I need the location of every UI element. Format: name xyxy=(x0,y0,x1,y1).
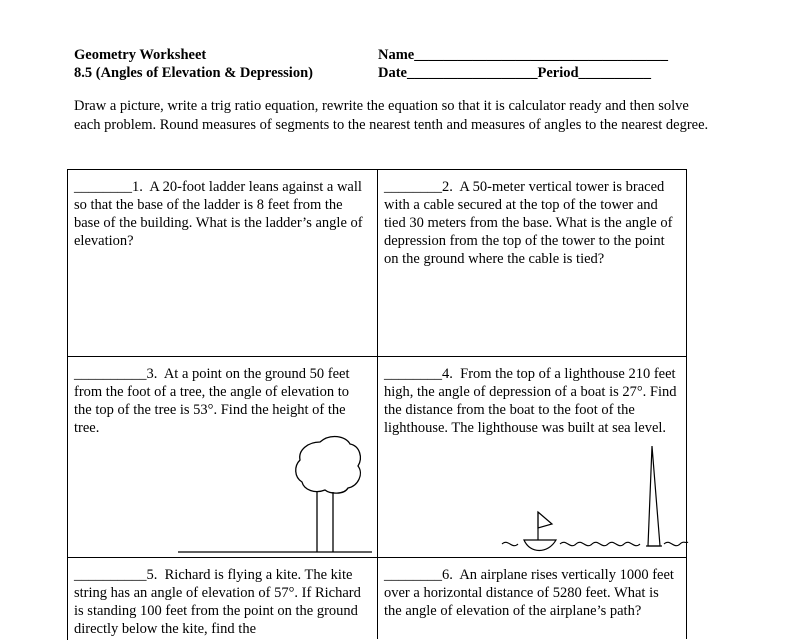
grid-border-right xyxy=(686,169,687,639)
problem-text-1: A 20-foot ladder leans against a wall so that the base of the ladder is 8 feet from the base of the building. What is the ladder’s angle of elevation? xyxy=(74,179,363,249)
answer-blank-4[interactable]: ________4. xyxy=(384,366,453,382)
answer-blank-3[interactable]: __________3. xyxy=(74,366,158,382)
lighthouse xyxy=(648,446,660,546)
student-info xyxy=(378,46,668,82)
worksheet-header xyxy=(74,46,313,82)
worksheet-subtitle: 8.5 (Angles of Elevation & Depression) xyxy=(74,65,313,81)
name-field[interactable]: Name___________________________________ xyxy=(378,47,668,63)
answer-blank-2[interactable]: ________2. xyxy=(384,179,453,195)
answer-blank-1[interactable]: ________1. xyxy=(74,179,143,195)
problem-4 xyxy=(384,365,680,437)
grid-divider-row1 xyxy=(67,356,687,357)
problem-text-2: A 50-meter vertical tower is braced with a cable secured at the top of the tower and tied 30 meters from the base. What is the angle of depression from the top of the tower to the point on the ground where the cable is tied? xyxy=(384,179,673,267)
worksheet-title: Geometry Worksheet xyxy=(74,47,207,63)
problem-text-5: Richard is flying a kite. The kite string has an angle of elevation of 57°. If Richard is standing 100 feet from the point on the ground directly below the kite, find the xyxy=(74,567,361,637)
problem-6 xyxy=(384,566,680,620)
problem-2 xyxy=(384,178,680,268)
tree-foliage xyxy=(296,436,361,493)
boat-sail xyxy=(538,512,552,528)
problem-text-3: At a point on the ground 50 feet from the foot of a tree, the angle of elevation to the top of the tree is 53°. Find the height of the tree. xyxy=(74,366,350,436)
problem-text-4: From the top of a lighthouse 210 feet high, the angle of depression of a boat is 27°. Find the distance from the boat to the foot of the lighthouse. The lighthouse was built at sea level. xyxy=(384,366,677,436)
answer-blank-5[interactable]: __________5. xyxy=(74,567,158,583)
instructions: Draw a picture, write a trig ratio equation, rewrite the equation so that it is calculator ready and then solve each problem. Round measures of segments to the nearest tenth and measures of angles to the nearest degree. xyxy=(74,98,709,133)
problem-5 xyxy=(74,566,370,638)
answer-blank-6[interactable]: ________6. xyxy=(384,567,453,583)
problem-text-6: An airplane rises vertically 1000 feet over a horizontal distance of 5280 feet. What is the angle of elevation of the airplane’s path? xyxy=(384,567,674,619)
date-period-field[interactable]: Date__________________Period__________ xyxy=(378,65,652,81)
problem-3 xyxy=(74,365,370,437)
grid-divider-vertical xyxy=(377,169,378,639)
lighthouse-boat-illustration xyxy=(500,440,690,560)
problem-1 xyxy=(74,178,370,250)
tree-illustration xyxy=(170,430,380,560)
boat-hull xyxy=(524,540,556,551)
